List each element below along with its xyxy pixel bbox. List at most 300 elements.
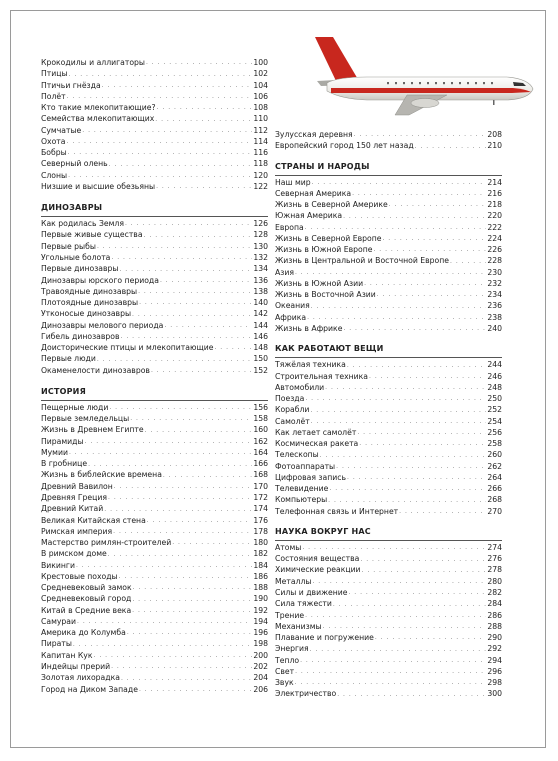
toc-entry-title: Жизнь в Южной Европе [275,245,373,255]
toc-entry-page: 114 [253,136,268,146]
toc-entry-title: В римском доме [41,549,107,559]
toc-list-science [275,542,502,700]
toc-entry-page: 102 [253,69,268,79]
toc-dot-leader [138,286,252,297]
toc-entry[interactable] [41,638,268,649]
toc-dot-leader [307,312,486,323]
section-title-things: КАК РАБОТАЮТ ВЕЩИ [275,343,502,358]
toc-entry-title: Птицы [41,69,68,79]
toc-dot-leader [343,323,486,334]
toc-entry-title: Атомы [275,542,302,552]
toc-dot-leader [369,371,486,382]
toc-entry-title: Состояния вещества [275,554,360,564]
toc-dot-leader [119,571,253,582]
toc-dot-leader [144,230,253,241]
toc-dot-leader [121,673,252,684]
toc-entry-title: Первые люди [41,354,96,364]
toc-dot-leader [108,492,252,503]
toc-entry-title: Слоны [41,170,68,180]
toc-entry[interactable] [41,331,268,342]
section-title-countries: СТРАНЫ И НАРОДЫ [275,161,502,176]
toc-entry-page: 300 [487,689,502,699]
toc-dot-leader [82,125,252,136]
toc-entry-page: 276 [487,554,502,564]
toc-entry-title: Жизнь в Центральной и Восточной Европе [275,256,450,266]
toc-entry-page: 112 [253,125,268,135]
toc-dot-leader [146,57,252,68]
toc-dot-leader [329,483,486,494]
toc-entry[interactable] [41,526,268,537]
toc-dot-leader [97,241,252,252]
toc-entry[interactable] [275,210,502,221]
toc-entry[interactable] [41,136,268,147]
toc-entry[interactable] [41,170,268,181]
toc-entry[interactable] [275,278,502,289]
toc-entry[interactable] [41,447,268,458]
toc-dot-leader [415,141,487,152]
toc-entry[interactable] [41,661,268,672]
toc-entry[interactable] [275,300,502,311]
toc-dot-leader [359,438,486,449]
toc-entry[interactable] [275,688,502,699]
toc-entry[interactable] [275,233,502,244]
toc-left-column [41,57,268,695]
toc-entry-page: 106 [253,91,268,101]
toc-dot-leader [373,244,486,255]
toc-entry[interactable] [41,503,268,514]
toc-entry-title: Электричество [275,689,337,699]
toc-entry-page: 224 [487,233,502,243]
toc-entry[interactable] [41,481,268,492]
toc-entry[interactable] [275,449,502,460]
toc-entry[interactable] [41,68,268,79]
toc-dot-leader [399,506,486,517]
toc-entry-title: Утконосые динозавры [41,309,132,319]
toc-dot-leader [305,393,486,404]
toc-entry[interactable] [275,323,502,334]
toc-dot-leader [323,621,487,632]
toc-dot-leader [139,684,252,695]
toc-entry[interactable] [275,461,502,472]
toc-dot-leader [360,554,486,565]
toc-dot-leader [69,447,252,458]
toc-entry[interactable] [275,677,502,688]
section-title-science: НАУКА ВОКРУГ НАС [275,526,502,541]
toc-entry[interactable] [275,506,502,517]
toc-entry[interactable] [275,416,502,427]
toc-entry[interactable] [41,229,268,240]
toc-entry[interactable] [275,494,502,505]
toc-dot-leader [69,69,253,80]
toc-entry-page: 176 [253,515,268,525]
toc-dot-leader [67,91,253,102]
toc-entry-title: Как родилась Земля [41,219,124,229]
toc-entry[interactable] [41,582,268,593]
toc-entry-page: 206 [253,684,268,694]
toc-entry[interactable] [275,267,502,278]
toc-entry-page: 116 [253,148,268,158]
toc-dot-leader [375,632,486,643]
toc-entry-title: Динозавры юрского периода [41,275,159,285]
toc-entry-title: Капитан Кук [41,650,93,660]
toc-dot-leader [77,616,252,627]
toc-entry-page: 232 [487,278,502,288]
toc-dot-leader [364,278,486,289]
toc-dot-leader [164,320,252,331]
toc-entry[interactable] [275,427,502,438]
toc-entry-page: 166 [253,459,268,469]
toc-entry-page: 148 [253,343,268,353]
toc-dot-leader [114,481,253,492]
toc-entry-title: Пираты [41,639,72,649]
toc-entry-title: Средневековый замок [41,583,132,593]
toc-dot-leader [151,365,252,376]
toc-entry[interactable] [275,382,502,393]
toc-entry-title: Тепло [275,655,300,665]
toc-entry[interactable] [41,218,268,229]
toc-entry[interactable] [41,125,268,136]
toc-entry[interactable] [41,263,268,274]
toc-entry-page: 100 [253,57,268,67]
toc-entry-page: 290 [487,633,502,643]
toc-entry-title: Механизмы [275,621,322,631]
toc-entry[interactable] [275,542,502,553]
toc-entry-title: Кто такие млекопитающие? [41,103,156,113]
toc-entry-page: 146 [253,331,268,341]
toc-entry-page: 220 [487,211,502,221]
section-title-history: ИСТОРИЯ [41,386,268,401]
toc-dot-leader [357,427,486,438]
toc-entry[interactable] [41,515,268,526]
toc-dot-leader [119,264,252,275]
toc-entry-title: Северный олень [41,159,108,169]
toc-entry[interactable] [41,252,268,263]
toc-entry-page: 164 [253,447,268,457]
toc-entry[interactable] [41,286,268,297]
toc-entry-title: Полёт [41,91,66,101]
toc-entry-title: Плавание и погружение [275,633,374,643]
toc-entry-page: 200 [253,650,268,660]
toc-entry[interactable] [275,244,502,255]
section-title-dinosaurs: ДИНОЗАВРЫ [41,202,268,217]
toc-entry-page: 218 [487,200,502,210]
toc-entry[interactable] [41,365,268,376]
toc-entry-page: 156 [253,402,268,412]
toc-entry[interactable] [41,537,268,548]
toc-entry-title: Фотоаппараты [275,461,336,471]
toc-dot-leader [377,289,487,300]
toc-entry[interactable] [275,655,502,666]
toc-entry-title: Древний Вавилон [41,481,113,491]
toc-dot-leader [295,666,486,677]
toc-entry-title: Космическая ракета [275,439,359,449]
toc-entry[interactable] [41,181,268,192]
toc-entry-title: Первые живые существа [41,230,143,240]
toc-entry[interactable] [41,80,268,91]
toc-entry[interactable] [41,308,268,319]
toc-entry[interactable] [41,593,268,604]
toc-entry[interactable] [41,571,268,582]
toc-entry[interactable] [41,672,268,683]
toc-entry-title: Динозавры мелового периода [41,320,164,330]
toc-entry-page: 252 [487,405,502,415]
toc-entry[interactable] [275,255,502,266]
toc-dot-leader [343,211,486,222]
toc-entry[interactable] [41,297,268,308]
toc-entry[interactable] [41,342,268,353]
toc-dot-leader [312,177,487,188]
toc-entry-title: Древний Китай [41,504,104,514]
toc-entry[interactable] [275,553,502,564]
toc-entry-page: 168 [253,470,268,480]
toc-entry-page: 222 [487,222,502,232]
toc-dot-leader [311,416,487,427]
toc-entry[interactable] [41,605,268,616]
toc-entry-page: 104 [253,80,268,90]
toc-entry[interactable] [41,650,268,661]
toc-entry-page: 190 [253,594,268,604]
toc-entry-title: Викинги [41,560,75,570]
toc-entry-title: Бобры [41,148,67,158]
toc-entry-title: Доисторические птицы и млекопитающие [41,343,214,353]
toc-entry[interactable] [41,91,268,102]
toc-entry[interactable] [41,158,268,169]
toc-entry[interactable] [41,627,268,638]
toc-entry-page: 118 [253,159,268,169]
toc-entry[interactable] [41,275,268,286]
toc-dot-leader [156,181,252,192]
toc-dot-leader [121,331,253,342]
toc-list-countries [275,177,502,335]
toc-entry-title: Северная Америка [275,188,352,198]
toc-entry-title: Мумии [41,447,68,457]
toc-dot-leader [147,515,253,526]
toc-dot-leader [67,136,253,147]
toc-entry-title: Азия [275,267,294,277]
toc-entry[interactable] [41,413,268,424]
toc-entry[interactable] [41,470,268,481]
toc-entry[interactable] [41,402,268,413]
toc-dot-leader [336,461,486,472]
toc-dot-leader [325,382,486,393]
toc-entry-page: 182 [253,549,268,559]
toc-entry[interactable] [275,199,502,210]
toc-entry-page: 128 [253,230,268,240]
toc-entry-page: 236 [487,301,502,311]
toc-entry[interactable] [41,241,268,252]
toc-entry-title: Автомобили [275,382,325,392]
toc-entry[interactable] [41,113,268,124]
toc-entry-title: Африка [275,312,307,322]
toc-entry-page: 150 [253,354,268,364]
toc-entry-title: Римская империя [41,526,113,536]
toc-entry[interactable] [41,458,268,469]
toc-entry-title: Низшие и высшие обезьяны [41,181,156,191]
toc-entry[interactable] [275,666,502,677]
toc-entry-page: 132 [253,252,268,262]
toc-dot-leader [389,199,487,210]
toc-entry-title: Мастерство римлян-строителей [41,538,172,548]
toc-entry[interactable] [275,222,502,233]
toc-entry[interactable] [41,492,268,503]
toc-entry-page: 208 [487,129,502,139]
toc-dot-leader [132,605,252,616]
toc-dot-leader [125,218,252,229]
toc-entry-page: 144 [253,320,268,330]
toc-entry[interactable] [275,610,502,621]
toc-entry[interactable] [275,140,502,151]
toc-entry-page: 260 [487,450,502,460]
toc-entry-title: Первые рыбы [41,241,96,251]
toc-entry[interactable] [41,320,268,331]
toc-entry[interactable] [275,359,502,370]
toc-entry[interactable] [41,560,268,571]
toc-entry-page: 172 [253,493,268,503]
toc-entry[interactable] [41,57,268,68]
toc-dot-leader [320,450,487,461]
toc-entry-title: Звук [275,678,294,688]
toc-entry[interactable] [275,129,502,140]
toc-list-misc [275,129,502,152]
toc-entry-page: 298 [487,678,502,688]
toc-dot-leader [130,413,252,424]
toc-dot-leader [132,594,252,605]
toc-entry-page: 178 [253,526,268,536]
toc-entry[interactable] [275,312,502,323]
toc-entry[interactable] [41,616,268,627]
toc-entry-title: Цифровая запись [275,472,347,482]
toc-dot-leader [113,526,252,537]
toc-entry-page: 292 [487,644,502,654]
toc-dot-leader [300,655,486,666]
toc-entry-title: Химические реакции [275,565,361,575]
toc-entry-title: Пирамиды [41,436,84,446]
toc-entry-page: 294 [487,655,502,665]
toc-right-column [275,129,502,700]
toc-dot-leader [333,599,486,610]
toc-entry-title: Жизнь в Африке [275,323,343,333]
toc-entry-title: Индейцы прерий [41,662,111,671]
toc-entry[interactable] [275,565,502,576]
toc-entry-page: 198 [253,639,268,649]
toc-entry[interactable] [41,436,268,447]
toc-dot-leader [302,542,486,553]
toc-entry-title: Европа [275,222,304,232]
toc-entry-title: Энергия [275,644,309,654]
toc-entry-title: Поезда [275,394,305,404]
toc-dot-leader [97,354,252,365]
toc-entry-page: 204 [253,673,268,683]
toc-entry-page: 122 [253,181,268,191]
toc-list-things [275,359,502,517]
toc-entry-page: 110 [253,114,268,124]
toc-entry-page: 250 [487,394,502,404]
toc-dot-leader [157,102,253,113]
toc-entry-title: Первые динозавры [41,264,119,274]
toc-entry-page: 136 [253,275,268,285]
toc-entry-title: Жизнь в Восточной Азии [275,290,376,300]
toc-entry[interactable] [41,684,268,695]
toc-entry[interactable] [275,289,502,300]
toc-entry-title: Птичьи гнёзда [41,80,101,90]
toc-list-dinosaurs [41,218,268,376]
toc-entry-title: Угольные болота [41,252,111,262]
toc-entry-title: Трение [275,610,305,620]
toc-entry[interactable] [275,621,502,632]
toc-entry[interactable] [41,353,268,364]
toc-entry-title: Металлы [275,576,312,586]
toc-entry-title: Строительная техника [275,371,369,381]
toc-dot-leader [382,233,486,244]
toc-entry[interactable] [41,102,268,113]
toc-entry-page: 284 [487,599,502,609]
toc-entry-title: Компьютеры [275,495,328,505]
toc-entry[interactable] [275,371,502,382]
toc-entry[interactable] [41,147,268,158]
toc-entry[interactable] [275,587,502,598]
toc-entry[interactable] [275,393,502,404]
toc-dot-leader [295,677,487,688]
toc-entry[interactable] [275,404,502,415]
toc-entry-title: Гибель динозавров [41,331,120,341]
toc-entry-title: Жизнь в Древнем Египте [41,425,144,435]
toc-entry-title: Жизнь в Южной Азии [275,278,364,288]
toc-entry[interactable] [41,548,268,559]
toc-page [10,10,546,748]
toc-entry[interactable] [275,438,502,449]
toc-entry-page: 268 [487,495,502,505]
toc-dot-leader [111,252,252,263]
toc-entry-page: 264 [487,472,502,482]
toc-entry[interactable] [275,483,502,494]
toc-entry-page: 210 [487,141,502,151]
toc-entry[interactable] [41,424,268,435]
toc-entry-title: Зулусская деревня [275,129,353,139]
toc-entry-title: Крестовые походы [41,571,118,581]
toc-dot-leader [305,222,487,233]
toc-entry-title: Силы и движение [275,588,348,598]
toc-entry[interactable] [275,177,502,188]
toc-entry-title: Китай в Средние века [41,605,132,615]
toc-entry-title: Америка до Колумба [41,628,126,638]
toc-entry-page: 202 [253,662,268,671]
toc-entry-page: 120 [253,170,268,180]
toc-entry-title: Самураи [41,616,77,626]
toc-entry[interactable] [275,576,502,587]
toc-entry-page: 248 [487,382,502,392]
toc-entry-page: 278 [487,565,502,575]
toc-entry-title: Южная Америка [275,211,343,221]
toc-dot-leader [133,582,253,593]
toc-dot-leader [354,129,487,140]
toc-entry[interactable] [275,598,502,609]
toc-dot-leader [127,627,253,638]
toc-entry-title: Пещерные люди [41,402,109,412]
toc-list-animals [41,57,268,192]
toc-entry-page: 262 [487,461,502,471]
toc-entry-title: Травоядные динозавры [41,286,138,296]
toc-entry[interactable] [275,472,502,483]
toc-entry[interactable] [275,643,502,654]
toc-dot-leader [139,297,252,308]
toc-entry-page: 188 [253,583,268,593]
toc-dot-leader [76,560,252,571]
toc-entry-page: 280 [487,576,502,586]
toc-entry-page: 240 [487,323,502,333]
toc-entry-page: 196 [253,628,268,638]
toc-entry[interactable] [275,632,502,643]
toc-entry[interactable] [275,188,502,199]
